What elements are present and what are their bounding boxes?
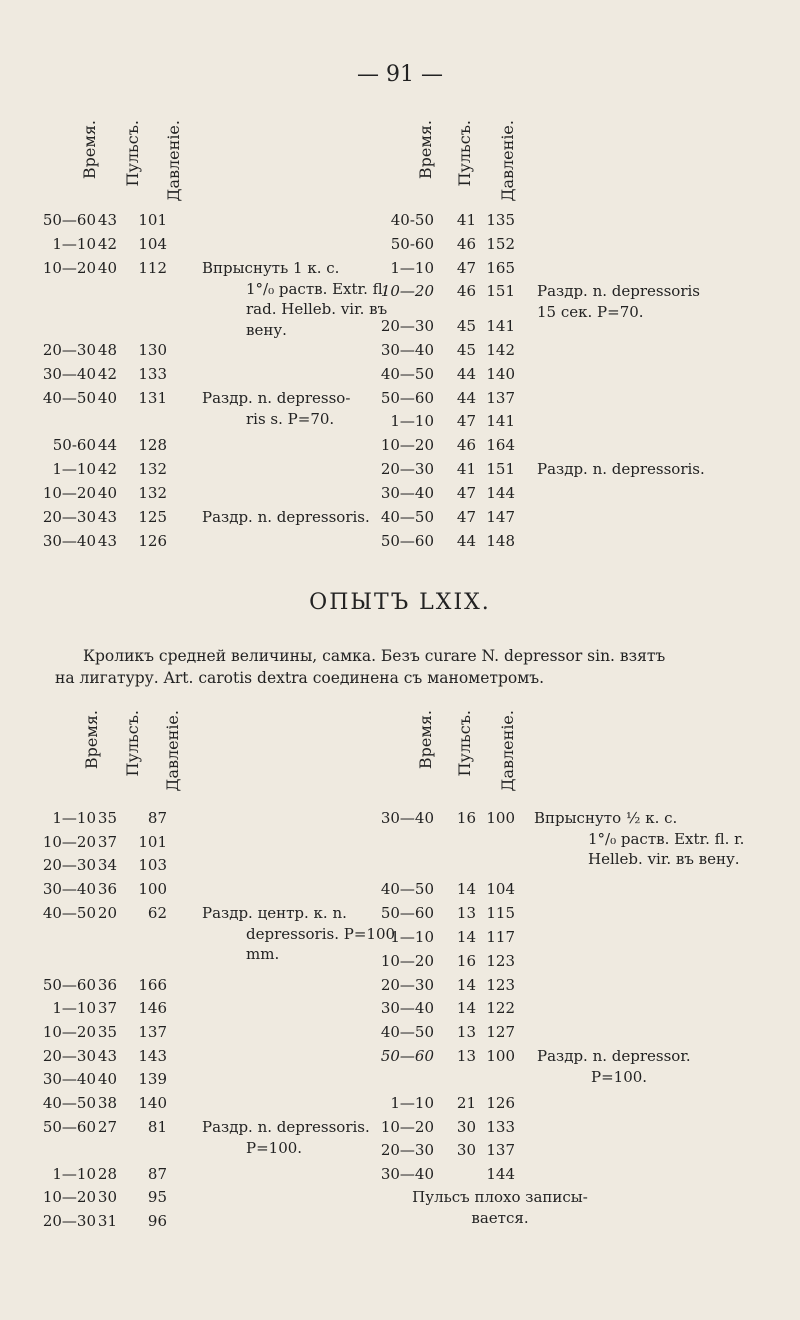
lower-note-depressor: Раздр. n. depressoris. P=100. bbox=[202, 1118, 370, 1157]
lower-right-note-depressor: Раздр. n. depressor. P=100. bbox=[537, 1047, 691, 1086]
lower-note-central-depressor: Раздр. центр. к. n. depressoris. P=100 mm. bbox=[202, 904, 396, 963]
upper-note-depressor-2: Раздр. n. depressoris. bbox=[202, 508, 370, 526]
header-time-right: Время. bbox=[416, 120, 435, 180]
header-pulse-right: Пульсъ. bbox=[455, 120, 474, 187]
header-pulse: Пульсъ. bbox=[123, 120, 142, 187]
intro-line-2: на лигатуру. Art. carotis dextra соединена съ манометромъ. bbox=[55, 669, 545, 687]
closing-note: Пульсъ плохо записы- вается. bbox=[412, 1188, 588, 1227]
header-time: Время. bbox=[80, 120, 99, 180]
header-time-lower-right: Время. bbox=[416, 710, 435, 770]
lower-right-note-injection: Впрыснуто ½ к. с. 1°/₀ раств. Extr. fl. r. Helleb. vir. въ вену. bbox=[534, 809, 745, 868]
page-number: — 91 — bbox=[357, 62, 443, 87]
header-pulse-lower-right: Пульсъ. bbox=[455, 710, 474, 777]
upper-right-note-1: Раздр. n. depressoris 15 сек. P=70. bbox=[537, 282, 701, 321]
upper-note-injection: Впрыснуть 1 к. с. 1°/₀ раств. Extr. fl. rad. Helleb. vir. въ вену. bbox=[202, 259, 388, 339]
header-pulse-lower: Пульсъ. bbox=[123, 710, 142, 777]
upper-note-depressor-1: Раздр. n. depresso- ris s. P=70. bbox=[202, 389, 351, 428]
header-time-lower: Время. bbox=[82, 710, 101, 770]
intro-line-1: Кроликъ средней величины, самка. Безъ curare N. depressor sin. взятъ bbox=[83, 647, 666, 665]
header-pressure-lower-right: Давленіе. bbox=[498, 710, 517, 792]
header-pressure-right: Давленіе. bbox=[498, 120, 517, 202]
header-pressure-lower: Давленіе. bbox=[163, 710, 182, 792]
header-pressure: Давленіе. bbox=[164, 120, 183, 202]
experiment-title: ОПЫТЪ LXIX. bbox=[309, 590, 491, 615]
upper-right-note-2: Раздр. n. depressoris. bbox=[537, 460, 705, 478]
